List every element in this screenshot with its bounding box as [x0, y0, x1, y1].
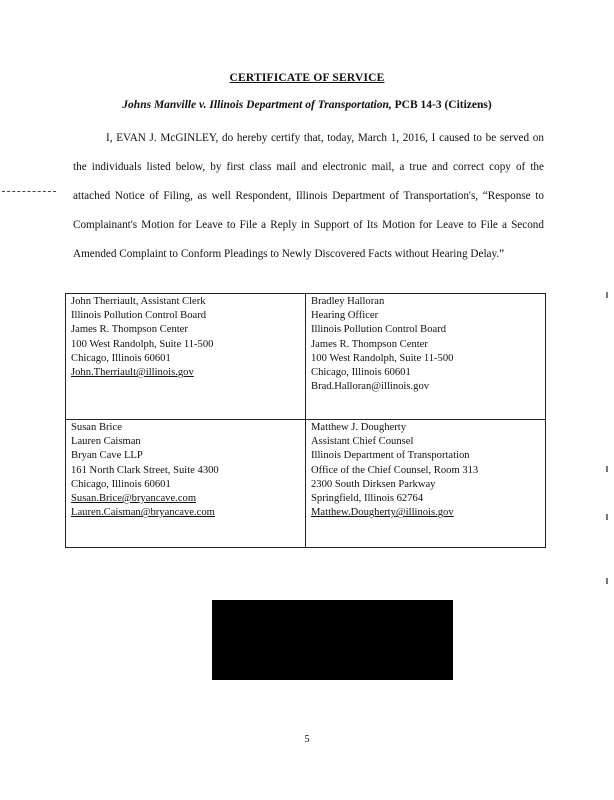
edge-scan-mark [606, 578, 608, 584]
recipient-line: Assistant Chief Counsel [311, 436, 414, 448]
case-number: PCB 14-3 (Citizens) [391, 99, 492, 111]
recipient-line: Chicago, Illinois 60601 [71, 352, 171, 364]
recipient-line: James R. Thompson Center [71, 324, 188, 336]
recipient-address-block [311, 295, 541, 394]
recipient-line: Lauren Caisman [71, 436, 141, 448]
recipient-email: Lauren.Caisman@bryancave.com [71, 507, 215, 519]
service-list-table [65, 293, 546, 548]
redaction-block [212, 600, 453, 680]
service-cell-top-left [66, 294, 306, 420]
recipient-line: Chicago, Illinois 60601 [71, 478, 171, 490]
recipient-address-block [311, 421, 541, 506]
service-row-2 [66, 420, 546, 548]
page-number: 5 [304, 734, 310, 745]
recipient-line: Bryan Cave LLP [71, 450, 143, 462]
recipient-line: Chicago, Illinois 60601 [311, 367, 411, 379]
recipient-line: Matthew J. Dougherty [311, 422, 407, 433]
recipient-email: Susan.Brice@bryancave.com [71, 493, 197, 505]
service-cell-bottom-left [66, 420, 306, 548]
recipient-address-block [71, 421, 301, 492]
certificate-title: CERTIFICATE OF SERVICE [229, 72, 385, 84]
recipient-line: 161 North Clark Street, Suite 4300 [71, 464, 219, 476]
recipient-line: Illinois Pollution Control Board [71, 310, 207, 322]
recipient-line: Susan Brice [71, 422, 122, 433]
service-cell-top-right [306, 294, 546, 420]
recipient-address-block [71, 295, 301, 366]
edge-scan-mark [606, 292, 608, 298]
recipient-line: Illinois Pollution Control Board [311, 324, 447, 336]
recipient-line: Illinois Department of Transportation [311, 450, 470, 462]
recipient-line: 100 West Randolph, Suite 11-500 [71, 338, 214, 350]
recipient-line: Brad.Halloran@illinois.gov [311, 381, 430, 393]
margin-dash-mark [2, 191, 56, 192]
recipient-email-block [311, 506, 541, 520]
recipient-email-block [71, 366, 301, 380]
recipient-line: Office of the Chief Counsel, Room 313 [311, 464, 479, 476]
case-caption [0, 99, 614, 111]
recipient-line: Hearing Officer [311, 310, 379, 322]
service-cell-bottom-right [306, 420, 546, 548]
recipient-email-block [71, 492, 301, 520]
recipient-line: Bradley Halloran [311, 296, 385, 307]
service-row-1 [66, 294, 546, 420]
recipient-line: 2300 South Dirksen Parkway [311, 478, 436, 490]
recipient-line: 100 West Randolph, Suite 11-500 [311, 352, 454, 364]
recipient-line: James R. Thompson Center [311, 338, 428, 350]
recipient-email: Matthew.Dougherty@illinois.gov [311, 507, 454, 519]
edge-scan-mark [606, 514, 608, 520]
case-name-italic: Johns Manville v. Illinois Department of Transportation, [122, 99, 392, 111]
recipient-line: Springfield, Illinois 62764 [311, 493, 424, 505]
recipient-line: John Therriault, Assistant Clerk [71, 296, 206, 307]
edge-scan-mark [606, 466, 608, 472]
recipient-email: John.Therriault@illinois.gov [71, 367, 194, 379]
certification-paragraph: I, EVAN J. McGINLEY, do hereby certify that, today, March 1, 2016, I caused to be served on the individuals listed below, by first class mail and electronic mail, a true and correct copy of the attached Notice of Filing, as well Respondent, Illinois Department of Transportation's, “Response to Complainant's Motion for Leave to File a Reply in Support of Its Motion for Leave to File a Second Amended Complaint to Conform Pleadings to Newly Discovered Facts without Hearing Delay.” [73, 132, 544, 260]
